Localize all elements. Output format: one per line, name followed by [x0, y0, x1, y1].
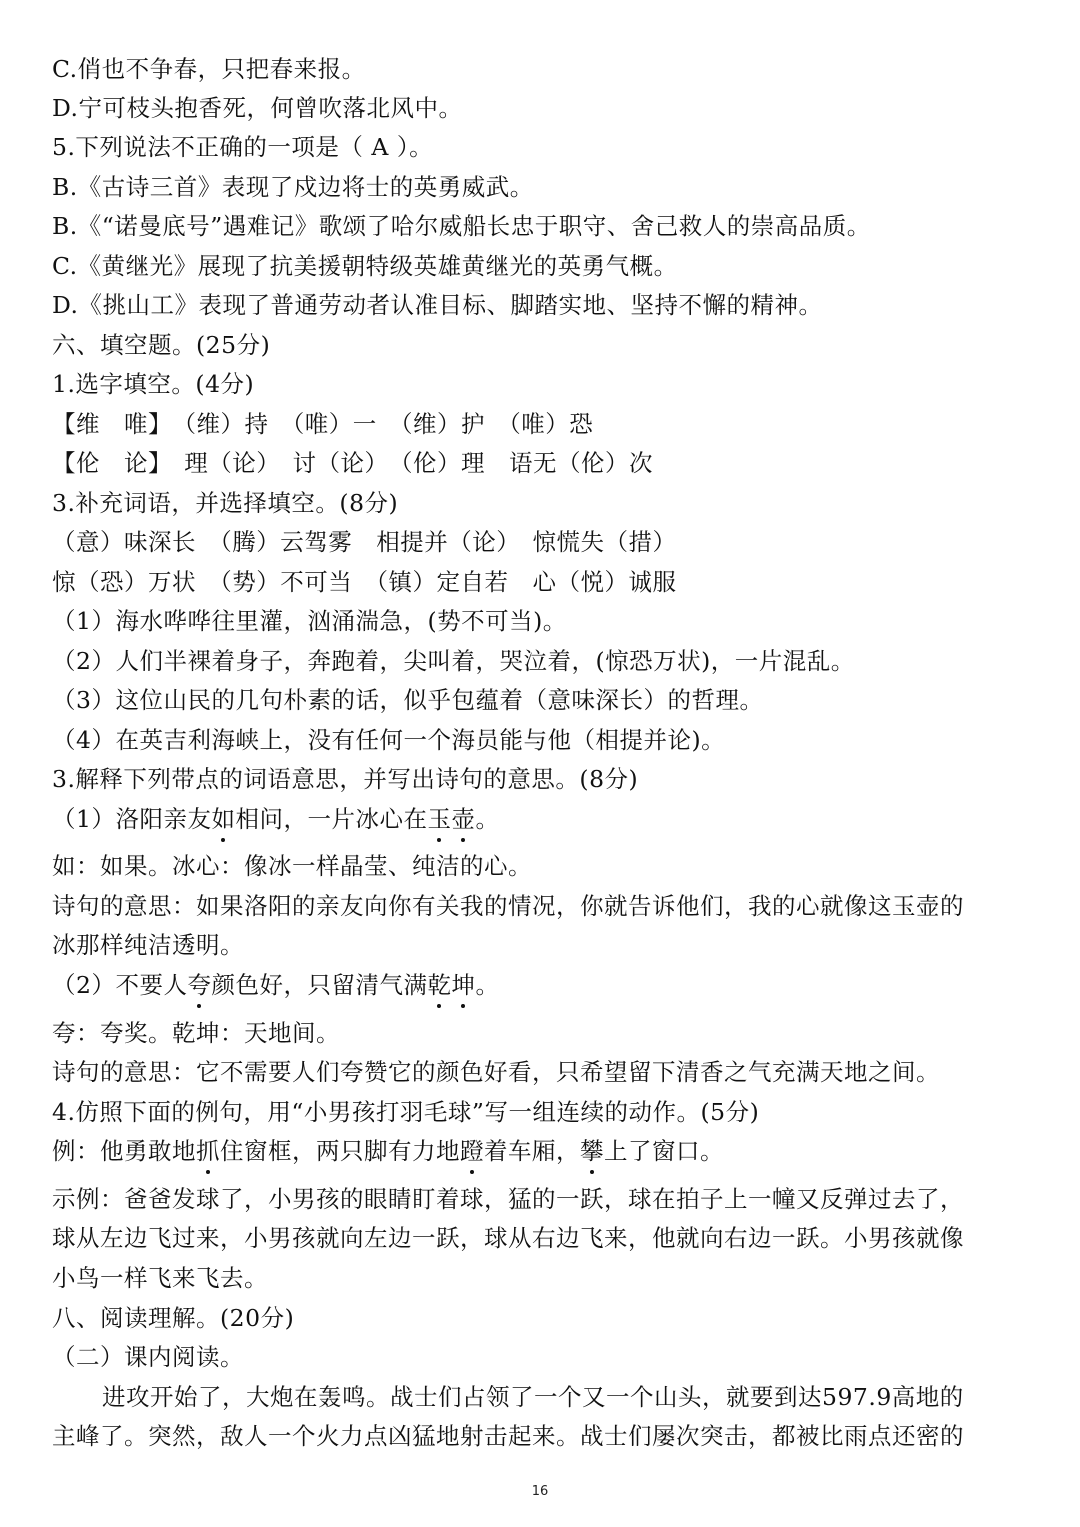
passage-line-2: 主峰了。突然，敌人一个火力点凶猛地射击起来。战士们屡次突击，都被比雨点还密的	[52, 1422, 964, 1450]
word-list-row-2: 惊（恐）万状 （势）不可当 （镇）定自若 心（悦）诚服	[52, 568, 677, 596]
poem-1-word-answer: 如：如果。冰心：像冰一样晶莹、纯洁的心。	[52, 852, 532, 880]
explain-question-heading: 3.解释下列带点的词语意思，并写出诗句的意思。(8分)	[52, 765, 639, 793]
dotted-char-deng: 蹬	[460, 1137, 484, 1165]
question-5-option-b1: B.《古诗三首》表现了戍边将士的英勇威武。	[52, 173, 534, 201]
option-d-line: D.宁可枝头抱香死，何曾吹落北风中。	[52, 94, 463, 122]
poem-line-1-mid: 相问，一片冰心在	[235, 805, 428, 833]
poem-line-1-pre: （1）洛阳亲友	[52, 805, 212, 833]
poem-1-meaning-line-1: 诗句的意思：如果洛阳的亲友向你有关我的情况，你就告诉他们，我的心就像这玉壶的	[52, 892, 964, 920]
poem-line-2	[52, 969, 499, 1001]
poem-2-word-answer: 夸：夸奖。乾坤：天地间。	[52, 1019, 340, 1047]
example-mid-1: 住窗框，两只脚有力地	[220, 1137, 460, 1165]
page-number: 16	[531, 1484, 549, 1499]
question-4-heading: 4.仿照下面的例句，用“小男孩打羽毛球”写一组连续的动作。(5分)	[52, 1098, 760, 1126]
poem-line-1	[52, 803, 499, 835]
section-6-heading: 六、填空题。(25分)	[52, 331, 271, 359]
dotted-char-pan: 攀	[580, 1137, 604, 1165]
example-sentence	[52, 1135, 724, 1167]
reading-subheading: （二）课内阅读。	[52, 1343, 244, 1371]
word-list-row-1: （意）味深长 （腾）云驾雾 相提并（论） 惊慌失（措）	[52, 528, 677, 556]
option-c-line: C.俏也不争春，只把春来报。	[52, 55, 366, 83]
fill-question-3: 3.补充词语，并选择填空。(8分)	[52, 489, 399, 517]
question-5-option-c: C.《黄继光》展现了抗美援朝特级英雄黄继光的英勇气概。	[52, 252, 678, 280]
fill-sentence-1: （1）海水哗哗往里灌，汹涌湍急，(势不可当)。	[52, 607, 567, 635]
char-pair-wei: 【维 唯】 （维）持 （唯）一 （维）护 （唯）恐	[52, 410, 594, 438]
char-pair-lun: 【伦 论】 理（论） 讨（论） （伦）理 语无（伦）次	[52, 449, 653, 477]
question-5-option-b2: B.《“诺曼底号”遇难记》歌颂了哈尔威船长忠于职守、舍己救人的崇高品质。	[52, 212, 871, 240]
section-8-heading: 八、阅读理解。(20分)	[52, 1304, 295, 1332]
example-post: 上了窗口。	[604, 1137, 724, 1165]
sample-answer-line-3: 小鸟一样飞来飞去。	[52, 1264, 268, 1292]
sample-answer-line-2: 球从左边飞过来，小男孩就向左边一跃，球从右边飞来，他就向右边一跃。小男孩就像	[52, 1224, 964, 1252]
sample-answer-line-1: 示例：爸爸发球了，小男孩的眼睛盯着球，猛的一跃，球在拍子上一幢又反弹过去了，	[52, 1185, 964, 1213]
poem-1-meaning-line-2: 冰那样纯洁透明。	[52, 931, 244, 959]
question-5: 5.下列说法不正确的一项是（ A ）。	[52, 133, 434, 161]
poem-2-meaning: 诗句的意思：它不需要人们夸赞它的颜色好看，只希望留下清香之气充满天地之间。	[52, 1058, 940, 1086]
dotted-char-qian: 乾	[427, 971, 452, 999]
dotted-char-kua: 夸	[187, 971, 212, 999]
example-mid-2: 着车厢，	[484, 1137, 580, 1165]
fill-sentence-3: （3）这位山民的几句朴素的话，似乎包蕴着（意味深长）的哲理。	[52, 686, 764, 714]
dotted-char-hu: 壶	[451, 805, 476, 833]
dotted-char-yu: 玉	[427, 805, 452, 833]
poem-line-2-pre: （2）不要人	[52, 971, 188, 999]
question-5-option-d: D.《挑山工》表现了普通劳动者认准目标、脚踏实地、坚持不懈的精神。	[52, 291, 823, 319]
dotted-char-zhua: 抓	[196, 1137, 220, 1165]
poem-line-2-post: 。	[475, 971, 500, 999]
passage-line-1: 进攻开始了，大炮在轰鸣。战士们占领了一个又一个山头，就要到达597.9高地的	[102, 1383, 964, 1411]
poem-line-1-post: 。	[475, 805, 500, 833]
fill-sentence-4: （4）在英吉利海峡上，没有任何一个海员能与他（相提并论)。	[52, 726, 726, 754]
dotted-char-kun: 坤	[451, 971, 476, 999]
poem-line-2-mid: 颜色好，只留清气满	[211, 971, 428, 999]
fill-question-1: 1.选字填空。(4分)	[52, 370, 255, 398]
fill-sentence-2: （2）人们半裸着身子，奔跑着，尖叫着，哭泣着，(惊恐万状)，一片混乱。	[52, 647, 855, 675]
example-pre: 例：他勇敢地	[52, 1137, 196, 1165]
dotted-char-ru: 如	[211, 805, 236, 833]
